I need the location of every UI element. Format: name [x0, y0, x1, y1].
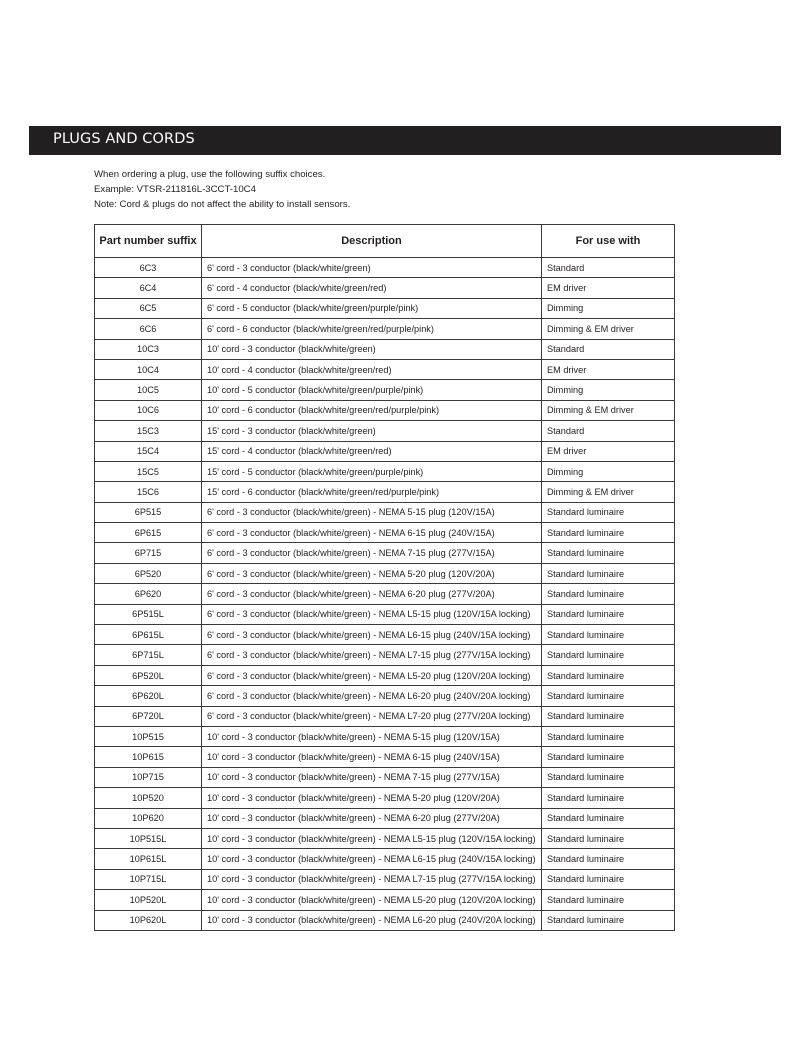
- cell-description: 10' cord - 3 conductor (black/white/green) - NEMA 6-15 plug (240V/15A): [202, 747, 542, 767]
- cell-description: 6' cord - 3 conductor (black/white/green) - NEMA 7-15 plug (277V/15A): [202, 543, 542, 563]
- table-row: [95, 380, 675, 400]
- cell-for-use-with: Dimming: [542, 461, 675, 481]
- table-row: [95, 747, 675, 767]
- cell-description: 10' cord - 6 conductor (black/white/green/red/purple/pink): [202, 400, 542, 420]
- cell-part-number-suffix: 10C4: [95, 359, 202, 379]
- table-row: [95, 278, 675, 298]
- cell-part-number-suffix: 10P620L: [95, 910, 202, 930]
- cell-part-number-suffix: 6P715L: [95, 645, 202, 665]
- cell-for-use-with: Standard luminaire: [542, 584, 675, 604]
- cell-part-number-suffix: 6P620L: [95, 686, 202, 706]
- cell-description: 10' cord - 3 conductor (black/white/green) - NEMA L7-15 plug (277V/15A locking): [202, 869, 542, 889]
- cell-for-use-with: Standard luminaire: [542, 563, 675, 583]
- cell-part-number-suffix: 15C6: [95, 482, 202, 502]
- cell-part-number-suffix: 10P715L: [95, 869, 202, 889]
- cell-part-number-suffix: 6C4: [95, 278, 202, 298]
- table-row: [95, 869, 675, 889]
- cell-description: 6' cord - 3 conductor (black/white/green) - NEMA L5-15 plug (120V/15A locking): [202, 604, 542, 624]
- cell-part-number-suffix: 6P515L: [95, 604, 202, 624]
- cell-description: 6' cord - 6 conductor (black/white/green/red/purple/pink): [202, 319, 542, 339]
- table-body: [95, 258, 675, 931]
- cell-part-number-suffix: 15C5: [95, 461, 202, 481]
- cell-for-use-with: Dimming & EM driver: [542, 319, 675, 339]
- table-row: [95, 441, 675, 461]
- cell-part-number-suffix: 6P620: [95, 584, 202, 604]
- table-row: [95, 482, 675, 502]
- table-row: [95, 319, 675, 339]
- cell-part-number-suffix: 6P520L: [95, 665, 202, 685]
- cell-part-number-suffix: 10C3: [95, 339, 202, 359]
- cell-for-use-with: Standard luminaire: [542, 604, 675, 624]
- table-row: [95, 625, 675, 645]
- header-for-use-with: For use with: [542, 225, 675, 258]
- table-row: [95, 461, 675, 481]
- cell-description: 6' cord - 3 conductor (black/white/green) - NEMA L5-20 plug (120V/20A locking): [202, 665, 542, 685]
- cell-part-number-suffix: 6P515: [95, 502, 202, 522]
- cell-part-number-suffix: 6C3: [95, 258, 202, 278]
- cell-part-number-suffix: 10P520: [95, 788, 202, 808]
- cell-for-use-with: EM driver: [542, 441, 675, 461]
- cell-description: 10' cord - 3 conductor (black/white/green) - NEMA 7-15 plug (277V/15A): [202, 767, 542, 787]
- cell-for-use-with: Standard: [542, 421, 675, 441]
- cell-for-use-with: Standard luminaire: [542, 502, 675, 522]
- table-row: [95, 298, 675, 318]
- cell-part-number-suffix: 6C5: [95, 298, 202, 318]
- cell-part-number-suffix: 10P615L: [95, 849, 202, 869]
- cell-part-number-suffix: 10P615: [95, 747, 202, 767]
- cell-description: 6' cord - 3 conductor (black/white/green) - NEMA L6-20 plug (240V/20A locking): [202, 686, 542, 706]
- table-row: [95, 604, 675, 624]
- cell-for-use-with: Standard luminaire: [542, 523, 675, 543]
- cell-for-use-with: Dimming: [542, 380, 675, 400]
- cell-description: 10' cord - 3 conductor (black/white/green) - NEMA L5-20 plug (120V/20A locking): [202, 890, 542, 910]
- cell-description: 15' cord - 6 conductor (black/white/green/red/purple/pink): [202, 482, 542, 502]
- table-row: [95, 890, 675, 910]
- cell-description: 6' cord - 3 conductor (black/white/green) - NEMA L7-15 plug (277V/15A locking): [202, 645, 542, 665]
- table-row: [95, 523, 675, 543]
- table-row: [95, 726, 675, 746]
- cell-description: 6' cord - 3 conductor (black/white/green): [202, 258, 542, 278]
- cell-for-use-with: Standard luminaire: [542, 828, 675, 848]
- cell-for-use-with: Standard luminaire: [542, 665, 675, 685]
- cell-part-number-suffix: 6C6: [95, 319, 202, 339]
- cell-for-use-with: Standard luminaire: [542, 788, 675, 808]
- cell-description: 6' cord - 3 conductor (black/white/green) - NEMA 6-15 plug (240V/15A): [202, 523, 542, 543]
- cell-for-use-with: Dimming: [542, 298, 675, 318]
- cell-for-use-with: Standard luminaire: [542, 808, 675, 828]
- cell-for-use-with: Dimming & EM driver: [542, 482, 675, 502]
- cell-description: 6' cord - 5 conductor (black/white/green/purple/pink): [202, 298, 542, 318]
- cell-description: 10' cord - 3 conductor (black/white/green) - NEMA 5-20 plug (120V/20A): [202, 788, 542, 808]
- cell-description: 6' cord - 3 conductor (black/white/green) - NEMA 6-20 plug (277V/20A): [202, 584, 542, 604]
- header-part-number-suffix: Part number suffix: [95, 225, 202, 258]
- cell-for-use-with: Standard luminaire: [542, 910, 675, 930]
- section-title: PLUGS AND CORDS: [53, 131, 195, 147]
- table-row: [95, 828, 675, 848]
- cell-part-number-suffix: 6P715: [95, 543, 202, 563]
- cell-description: 10' cord - 3 conductor (black/white/green) - NEMA 5-15 plug (120V/15A): [202, 726, 542, 746]
- table-row: [95, 584, 675, 604]
- cell-part-number-suffix: 6P520: [95, 563, 202, 583]
- table-row: [95, 910, 675, 930]
- cell-for-use-with: EM driver: [542, 278, 675, 298]
- cell-for-use-with: Standard luminaire: [542, 890, 675, 910]
- cell-for-use-with: Standard luminaire: [542, 726, 675, 746]
- intro-text: [94, 167, 350, 213]
- table-row: [95, 421, 675, 441]
- table-row: [95, 502, 675, 522]
- cell-part-number-suffix: 6P615L: [95, 625, 202, 645]
- cell-part-number-suffix: 10P715: [95, 767, 202, 787]
- cell-for-use-with: Standard luminaire: [542, 869, 675, 889]
- cell-for-use-with: Standard luminaire: [542, 767, 675, 787]
- cell-description: 10' cord - 3 conductor (black/white/green) - NEMA 6-20 plug (277V/20A): [202, 808, 542, 828]
- cell-description: 10' cord - 4 conductor (black/white/green/red): [202, 359, 542, 379]
- cell-for-use-with: Standard: [542, 339, 675, 359]
- cell-description: 10' cord - 3 conductor (black/white/green) - NEMA L6-15 plug (240V/15A locking): [202, 849, 542, 869]
- table-row: [95, 339, 675, 359]
- header-description: Description: [202, 225, 542, 258]
- cell-description: 6' cord - 3 conductor (black/white/green) - NEMA 5-15 plug (120V/15A): [202, 502, 542, 522]
- cell-part-number-suffix: 10P515: [95, 726, 202, 746]
- cell-description: 10' cord - 5 conductor (black/white/green/purple/pink): [202, 380, 542, 400]
- cell-description: 6' cord - 4 conductor (black/white/green/red): [202, 278, 542, 298]
- cell-description: 10' cord - 3 conductor (black/white/green) - NEMA L5-15 plug (120V/15A locking): [202, 828, 542, 848]
- table-row: [95, 767, 675, 787]
- table-row: [95, 359, 675, 379]
- cell-part-number-suffix: 10P520L: [95, 890, 202, 910]
- table-row: [95, 788, 675, 808]
- cell-for-use-with: Standard luminaire: [542, 849, 675, 869]
- cell-description: 10' cord - 3 conductor (black/white/green) - NEMA L6-20 plug (240V/20A locking): [202, 910, 542, 930]
- table-row: [95, 543, 675, 563]
- cell-description: 6' cord - 3 conductor (black/white/green) - NEMA L6-15 plug (240V/15A locking): [202, 625, 542, 645]
- cell-for-use-with: Standard luminaire: [542, 747, 675, 767]
- table-header-row: [95, 225, 675, 258]
- table-row: [95, 400, 675, 420]
- cell-part-number-suffix: 10C6: [95, 400, 202, 420]
- cell-for-use-with: Standard luminaire: [542, 543, 675, 563]
- plugs-cords-table: [94, 224, 675, 931]
- cell-for-use-with: Standard: [542, 258, 675, 278]
- cell-part-number-suffix: 6P720L: [95, 706, 202, 726]
- cell-part-number-suffix: 6P615: [95, 523, 202, 543]
- cell-for-use-with: Standard luminaire: [542, 706, 675, 726]
- table-row: [95, 645, 675, 665]
- cell-for-use-with: Standard luminaire: [542, 686, 675, 706]
- table-row: [95, 665, 675, 685]
- cell-for-use-with: Dimming & EM driver: [542, 400, 675, 420]
- cell-part-number-suffix: 10C5: [95, 380, 202, 400]
- cell-description: 15' cord - 3 conductor (black/white/green): [202, 421, 542, 441]
- table-row: [95, 849, 675, 869]
- cell-description: 10' cord - 3 conductor (black/white/green): [202, 339, 542, 359]
- table-row: [95, 808, 675, 828]
- table-row: [95, 706, 675, 726]
- intro-example: Example: VTSR-211816L-3CCT-10C4: [94, 184, 256, 196]
- intro-ordering-note: When ordering a plug, use the following suffix choices.: [94, 169, 326, 180]
- table-row: [95, 563, 675, 583]
- cell-part-number-suffix: 15C3: [95, 421, 202, 441]
- cell-description: 6' cord - 3 conductor (black/white/green) - NEMA 5-20 plug (120V/20A): [202, 563, 542, 583]
- cell-part-number-suffix: 15C4: [95, 441, 202, 461]
- intro-sensor-note: Note: Cord & plugs do not affect the ability to install sensors.: [94, 199, 351, 211]
- cell-part-number-suffix: 10P620: [95, 808, 202, 828]
- table-row: [95, 686, 675, 706]
- section-header-bar: [29, 126, 781, 155]
- cell-for-use-with: EM driver: [542, 359, 675, 379]
- cell-for-use-with: Standard luminaire: [542, 625, 675, 645]
- cell-description: 15' cord - 5 conductor (black/white/green/purple/pink): [202, 461, 542, 481]
- table-row: [95, 258, 675, 278]
- cell-part-number-suffix: 10P515L: [95, 828, 202, 848]
- cell-description: 6' cord - 3 conductor (black/white/green) - NEMA L7-20 plug (277V/20A locking): [202, 706, 542, 726]
- cell-description: 15' cord - 4 conductor (black/white/green/red): [202, 441, 542, 461]
- cell-for-use-with: Standard luminaire: [542, 645, 675, 665]
